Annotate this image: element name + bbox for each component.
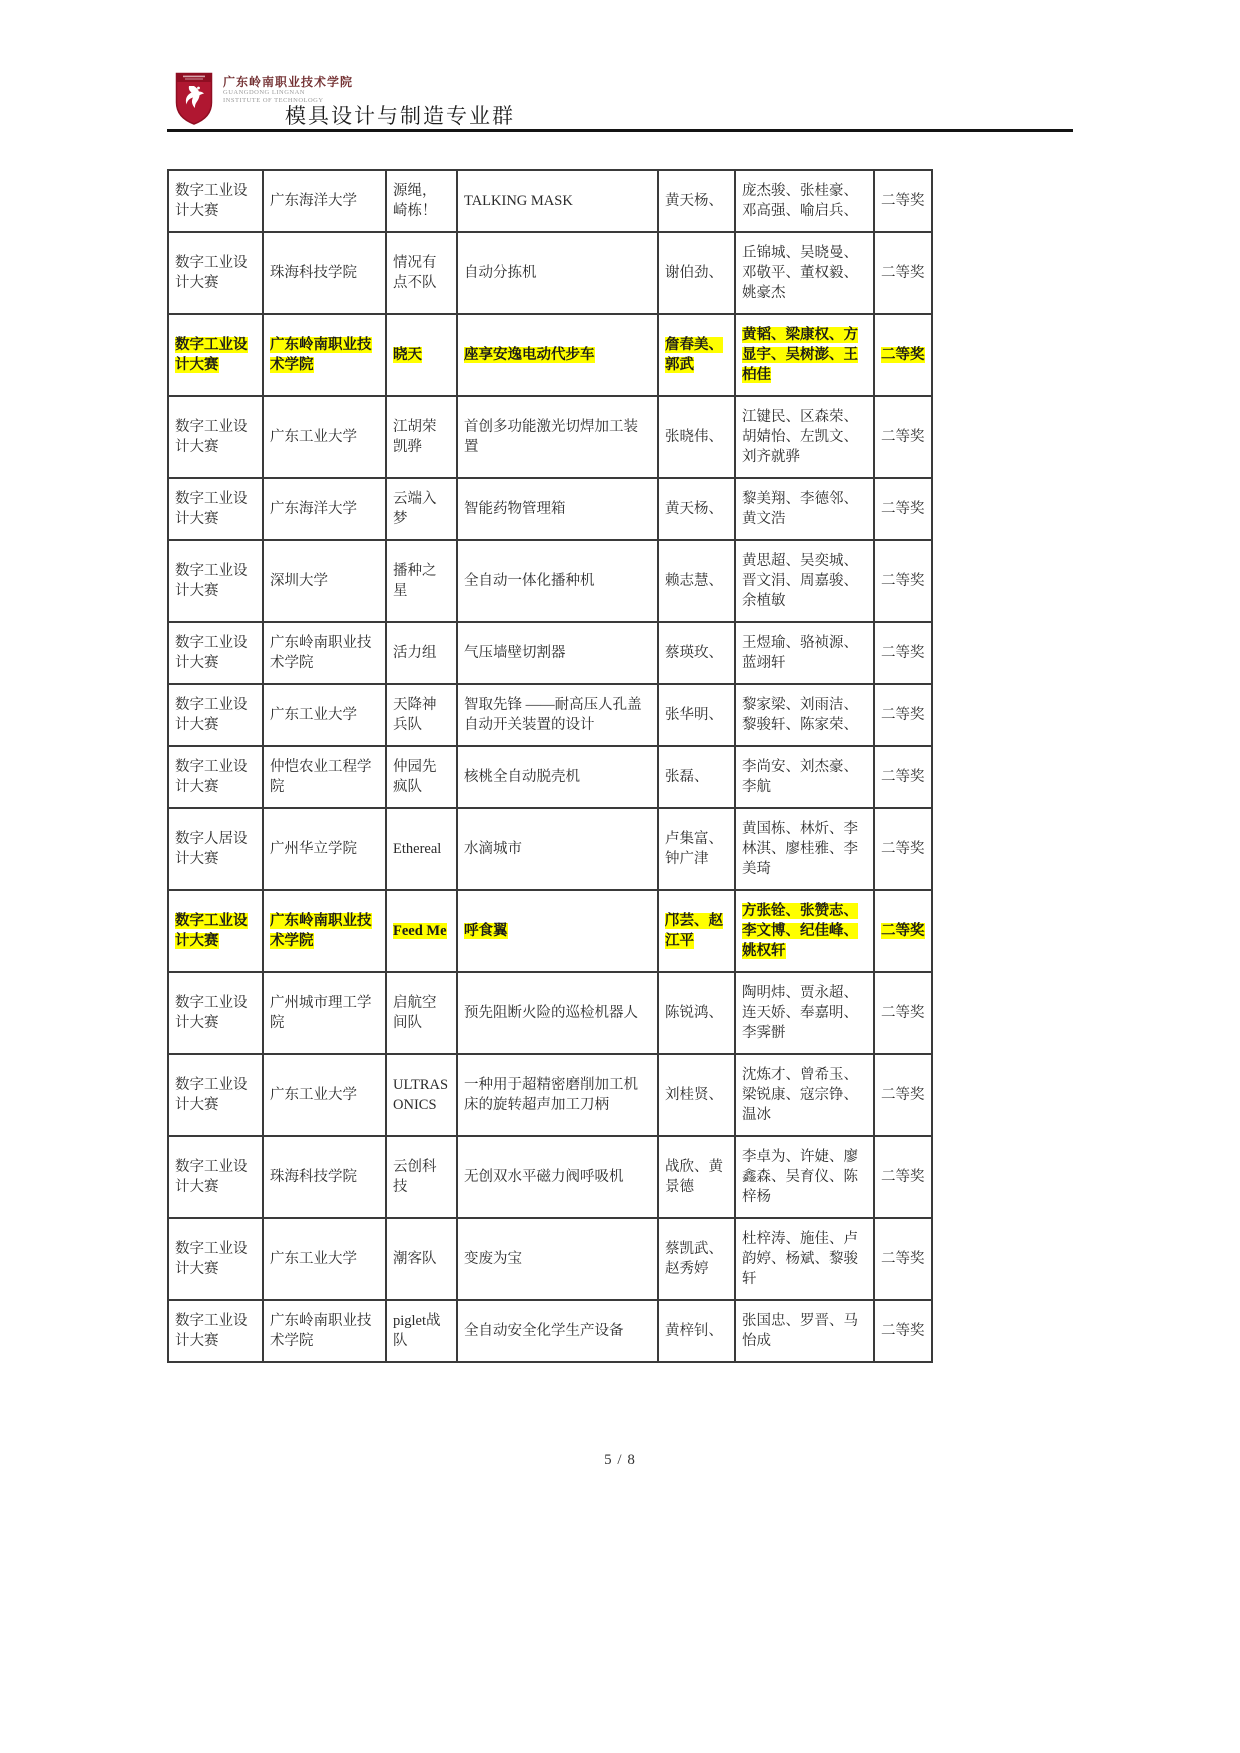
cell-work [457, 232, 658, 314]
cell-university [263, 808, 386, 890]
table-row [168, 478, 932, 540]
team-text: 晓天 [393, 347, 422, 363]
cell-team [386, 890, 457, 972]
cell-award [874, 540, 932, 622]
award-text: 二等奖 [881, 573, 925, 589]
members-text: 李尚安、刘杰豪、李航 [742, 759, 858, 795]
advisor-text: 卢集富、钟广津 [665, 831, 723, 867]
award-text: 二等奖 [881, 347, 925, 363]
team-text: ULTRASONICS [393, 1077, 449, 1113]
cell-work [457, 746, 658, 808]
award-text: 二等奖 [881, 1087, 925, 1103]
cell-advisor [658, 170, 735, 232]
cell-advisor [658, 972, 735, 1054]
university-text: 广东岭南职业技术学院 [270, 913, 372, 949]
university-text: 广东岭南职业技术学院 [270, 1313, 372, 1349]
members-text: 沈炼才、曾希玉、梁锐康、寇宗铮、温冰 [742, 1067, 858, 1123]
cell-competition [168, 314, 263, 396]
cell-competition [168, 808, 263, 890]
cell-members [735, 1218, 874, 1300]
competition-text: 数字工业设计大赛 [175, 759, 248, 795]
cell-advisor [658, 684, 735, 746]
university-text: 广州华立学院 [270, 841, 357, 857]
members-text: 江键民、区森荣、胡婧怡、左凯文、刘齐就骅 [742, 409, 858, 465]
award-text: 二等奖 [881, 769, 925, 785]
members-text: 王煜瑜、骆祯源、蓝翊轩 [742, 635, 858, 671]
cell-competition [168, 890, 263, 972]
work-text: 无创双水平磁力阀呼吸机 [464, 1169, 624, 1185]
award-text: 二等奖 [881, 1323, 925, 1339]
work-text: 气压墙壁切割器 [464, 645, 566, 661]
awards-table-body [168, 170, 932, 1362]
cell-advisor [658, 1218, 735, 1300]
work-text: 核桃全自动脱壳机 [464, 769, 580, 785]
cell-members [735, 478, 874, 540]
competition-text: 数字工业设计大赛 [175, 1313, 248, 1349]
cell-advisor [658, 478, 735, 540]
cell-team [386, 170, 457, 232]
work-text: 全自动安全化学生产设备 [464, 1323, 624, 1339]
advisor-text: 陈锐鸿、 [665, 1005, 723, 1021]
cell-work [457, 972, 658, 1054]
table-row [168, 684, 932, 746]
cell-work [457, 1300, 658, 1362]
cell-members [735, 314, 874, 396]
cell-advisor [658, 396, 735, 478]
cell-team [386, 1136, 457, 1218]
advisor-text: 谢伯劲、 [665, 265, 723, 281]
university-text: 深圳大学 [270, 573, 328, 589]
work-text: TALKING MASK [464, 193, 573, 209]
competition-text: 数字工业设计大赛 [175, 1077, 248, 1113]
work-text: 首创多功能激光切焊加工装置 [464, 419, 638, 455]
team-text: 活力组 [393, 645, 437, 661]
competition-text: 数字工业设计大赛 [175, 419, 248, 455]
cell-university [263, 314, 386, 396]
advisor-text: 蔡凯武、赵秀婷 [665, 1241, 723, 1277]
advisor-text: 黄天杨、 [665, 193, 723, 209]
university-text: 广东工业大学 [270, 429, 357, 445]
team-text: 启航空间队 [393, 995, 437, 1031]
cell-advisor [658, 808, 735, 890]
cell-university [263, 540, 386, 622]
cell-members [735, 622, 874, 684]
cell-award [874, 396, 932, 478]
members-text: 庞杰骏、张桂豪、邓高强、喻启兵、 [742, 183, 858, 219]
cell-members [735, 890, 874, 972]
header-divider [167, 129, 1073, 132]
members-text: 李卓为、许婕、廖鑫森、吴育仪、陈梓杨 [742, 1149, 858, 1205]
cell-advisor [658, 1300, 735, 1362]
competition-text: 数字工业设计大赛 [175, 337, 248, 373]
logo-shield-icon [175, 72, 213, 126]
award-text: 二等奖 [881, 923, 925, 939]
cell-work [457, 890, 658, 972]
cell-university [263, 170, 386, 232]
award-text: 二等奖 [881, 1169, 925, 1185]
advisor-text: 詹春美、郭武 [665, 337, 723, 373]
cell-members [735, 972, 874, 1054]
team-text: 潮客队 [393, 1251, 437, 1267]
competition-text: 数字工业设计大赛 [175, 1159, 248, 1195]
cell-university [263, 232, 386, 314]
award-text: 二等奖 [881, 841, 925, 857]
cell-award [874, 170, 932, 232]
cell-university [263, 746, 386, 808]
cell-competition [168, 622, 263, 684]
cell-advisor [658, 1054, 735, 1136]
university-text: 广东海洋大学 [270, 193, 357, 209]
team-text: 源绳，崎栋！ [393, 183, 437, 219]
cell-work [457, 622, 658, 684]
cell-advisor [658, 746, 735, 808]
cell-competition [168, 1300, 263, 1362]
members-text: 黎家梁、刘雨洁、黎骏轩、陈家荣、 [742, 697, 858, 733]
competition-text: 数字工业设计大赛 [175, 491, 248, 527]
cell-competition [168, 232, 263, 314]
cell-work [457, 478, 658, 540]
team-text: 仲园先疯队 [393, 759, 437, 795]
cell-team [386, 746, 457, 808]
cell-university [263, 478, 386, 540]
university-text: 广州城市理工学院 [270, 995, 372, 1031]
cell-award [874, 890, 932, 972]
cell-competition [168, 540, 263, 622]
members-text: 杜梓涛、施佳、卢韵婷、杨斌、黎骏轩 [742, 1231, 858, 1287]
cell-competition [168, 1218, 263, 1300]
work-text: 一种用于超精密磨削加工机床的旋转超声加工刀柄 [464, 1077, 638, 1113]
cell-award [874, 972, 932, 1054]
advisor-text: 刘桂贤、 [665, 1087, 723, 1103]
cell-advisor [658, 1136, 735, 1218]
cell-university [263, 1218, 386, 1300]
competition-text: 数字工业设计大赛 [175, 183, 248, 219]
members-text: 黄思超、吴奕城、晋文涓、周嘉骏、余植敏 [742, 553, 858, 609]
school-logo [175, 72, 213, 126]
competition-text: 数字工业设计大赛 [175, 913, 248, 949]
cell-team [386, 232, 457, 314]
team-text: 江胡荣凯骅 [393, 419, 437, 455]
competition-text: 数字工业设计大赛 [175, 635, 248, 671]
cell-members [735, 232, 874, 314]
work-text: 预先阻断火险的巡检机器人 [464, 1005, 638, 1021]
cell-team [386, 396, 457, 478]
cell-competition [168, 746, 263, 808]
award-text: 二等奖 [881, 429, 925, 445]
award-text: 二等奖 [881, 1251, 925, 1267]
cell-work [457, 1136, 658, 1218]
cell-team [386, 1054, 457, 1136]
page-header [167, 70, 1073, 132]
table-row [168, 622, 932, 684]
award-text: 二等奖 [881, 193, 925, 209]
cell-team [386, 1300, 457, 1362]
cell-work [457, 540, 658, 622]
advisor-text: 蔡瑛玫、 [665, 645, 723, 661]
table-row [168, 972, 932, 1054]
team-text: Feed Me [393, 923, 447, 939]
cell-award [874, 1218, 932, 1300]
members-text: 丘锦城、吴晓曼、邓敬平、董权毅、姚豪杰 [742, 245, 858, 301]
competition-text: 数字工业设计大赛 [175, 563, 248, 599]
work-text: 座享安逸电动代步车 [464, 347, 595, 363]
cell-members [735, 746, 874, 808]
university-text: 广东工业大学 [270, 707, 357, 723]
table-row [168, 540, 932, 622]
cell-team [386, 622, 457, 684]
cell-award [874, 478, 932, 540]
cell-university [263, 396, 386, 478]
advisor-text: 黄梓钊、 [665, 1323, 723, 1339]
school-name-english-line1: GUANGDONG LINGNAN [223, 88, 305, 96]
members-text: 黄国栋、林炘、李林淇、廖桂雅、李美琦 [742, 821, 858, 877]
table-row [168, 746, 932, 808]
award-text: 二等奖 [881, 265, 925, 281]
competition-text: 数字人居设计大赛 [175, 831, 248, 867]
table-row [168, 396, 932, 478]
cell-competition [168, 170, 263, 232]
cell-team [386, 1218, 457, 1300]
team-text: 播种之星 [393, 563, 437, 599]
university-text: 珠海科技学院 [270, 265, 357, 281]
table-row [168, 1136, 932, 1218]
cell-award [874, 808, 932, 890]
cell-competition [168, 1054, 263, 1136]
work-text: 智取先锋 ——耐高压人孔盖自动开关装置的设计 [464, 697, 642, 733]
cell-competition [168, 684, 263, 746]
cell-award [874, 684, 932, 746]
cell-award [874, 746, 932, 808]
team-text: piglet战队 [393, 1313, 441, 1349]
award-text: 二等奖 [881, 645, 925, 661]
university-text: 仲恺农业工程学院 [270, 759, 372, 795]
cell-competition [168, 972, 263, 1054]
cell-university [263, 1054, 386, 1136]
group-title: 模具设计与制造专业群 [285, 104, 515, 128]
work-text: 变废为宝 [464, 1251, 522, 1267]
table-row [168, 890, 932, 972]
members-text: 方张铨、张赞志、李文博、纪佳峰、姚权轩 [742, 903, 858, 959]
competition-text: 数字工业设计大赛 [175, 995, 248, 1031]
university-text: 广东工业大学 [270, 1087, 357, 1103]
cell-university [263, 890, 386, 972]
cell-team [386, 478, 457, 540]
members-text: 黎美翔、李德邻、黄文浩 [742, 491, 858, 527]
cell-competition [168, 396, 263, 478]
advisor-text: 邝芸、赵江平 [665, 913, 723, 949]
cell-work [457, 396, 658, 478]
advisor-text: 战欣、黄景德 [665, 1159, 723, 1195]
cell-team [386, 540, 457, 622]
cell-university [263, 1136, 386, 1218]
advisor-text: 黄天杨、 [665, 501, 723, 517]
cell-members [735, 1054, 874, 1136]
school-name: 广东岭南职业技术学院 [223, 75, 354, 89]
advisor-text: 张磊、 [665, 769, 709, 785]
work-text: 水滴城市 [464, 841, 522, 857]
university-text: 广东工业大学 [270, 1251, 357, 1267]
team-text: 天降神兵队 [393, 697, 437, 733]
cell-work [457, 170, 658, 232]
advisor-text: 张华明、 [665, 707, 723, 723]
cell-members [735, 808, 874, 890]
members-text: 黄韬、梁康权、方显宇、吴树澎、王柏佳 [742, 327, 858, 383]
cell-work [457, 808, 658, 890]
work-text: 智能药物管理箱 [464, 501, 566, 517]
cell-advisor [658, 890, 735, 972]
cell-members [735, 1136, 874, 1218]
cell-advisor [658, 232, 735, 314]
work-text: 自动分拣机 [464, 265, 537, 281]
university-text: 珠海科技学院 [270, 1169, 357, 1185]
cell-members [735, 684, 874, 746]
table-row [168, 314, 932, 396]
page-number: 5 / 8 [604, 1452, 636, 1468]
team-text: Ethereal [393, 841, 442, 857]
cell-competition [168, 478, 263, 540]
cell-advisor [658, 314, 735, 396]
university-text: 广东岭南职业技术学院 [270, 635, 372, 671]
cell-work [457, 1218, 658, 1300]
award-text: 二等奖 [881, 501, 925, 517]
cell-members [735, 540, 874, 622]
cell-work [457, 684, 658, 746]
awards-table [167, 169, 933, 1363]
cell-university [263, 972, 386, 1054]
table-row [168, 170, 932, 232]
competition-text: 数字工业设计大赛 [175, 697, 248, 733]
cell-members [735, 396, 874, 478]
team-text: 云创科技 [393, 1159, 437, 1195]
cell-members [735, 1300, 874, 1362]
cell-team [386, 972, 457, 1054]
cell-advisor [658, 540, 735, 622]
cell-award [874, 1300, 932, 1362]
cell-award [874, 314, 932, 396]
cell-team [386, 808, 457, 890]
cell-award [874, 1136, 932, 1218]
competition-text: 数字工业设计大赛 [175, 1241, 248, 1277]
table-row [168, 1300, 932, 1362]
cell-university [263, 622, 386, 684]
team-text: 云端入梦 [393, 491, 437, 527]
table-row [168, 1054, 932, 1136]
cell-award [874, 232, 932, 314]
cell-university [263, 684, 386, 746]
university-text: 广东岭南职业技术学院 [270, 337, 372, 373]
advisor-text: 赖志慧、 [665, 573, 723, 589]
award-text: 二等奖 [881, 707, 925, 723]
school-name-english-line2: INSTITUTE OF TECHNOLOGY [223, 96, 324, 104]
cell-team [386, 684, 457, 746]
university-text: 广东海洋大学 [270, 501, 357, 517]
work-text: 全自动一体化播种机 [464, 573, 595, 589]
cell-university [263, 1300, 386, 1362]
cell-award [874, 622, 932, 684]
cell-award [874, 1054, 932, 1136]
cell-team [386, 314, 457, 396]
cell-work [457, 1054, 658, 1136]
members-text: 张国忠、罗晋、马怡成 [742, 1313, 858, 1349]
cell-competition [168, 1136, 263, 1218]
work-text: 呼食翼 [464, 923, 508, 939]
competition-text: 数字工业设计大赛 [175, 255, 248, 291]
cell-advisor [658, 622, 735, 684]
members-text: 陶明炜、贾永超、连天娇、奉嘉明、李霁骿 [742, 985, 858, 1041]
cell-work [457, 314, 658, 396]
table-row [168, 1218, 932, 1300]
team-text: 情况有点不队 [393, 255, 437, 291]
table-row [168, 232, 932, 314]
table-row [168, 808, 932, 890]
award-text: 二等奖 [881, 1005, 925, 1021]
cell-members [735, 170, 874, 232]
advisor-text: 张晓伟、 [665, 429, 723, 445]
